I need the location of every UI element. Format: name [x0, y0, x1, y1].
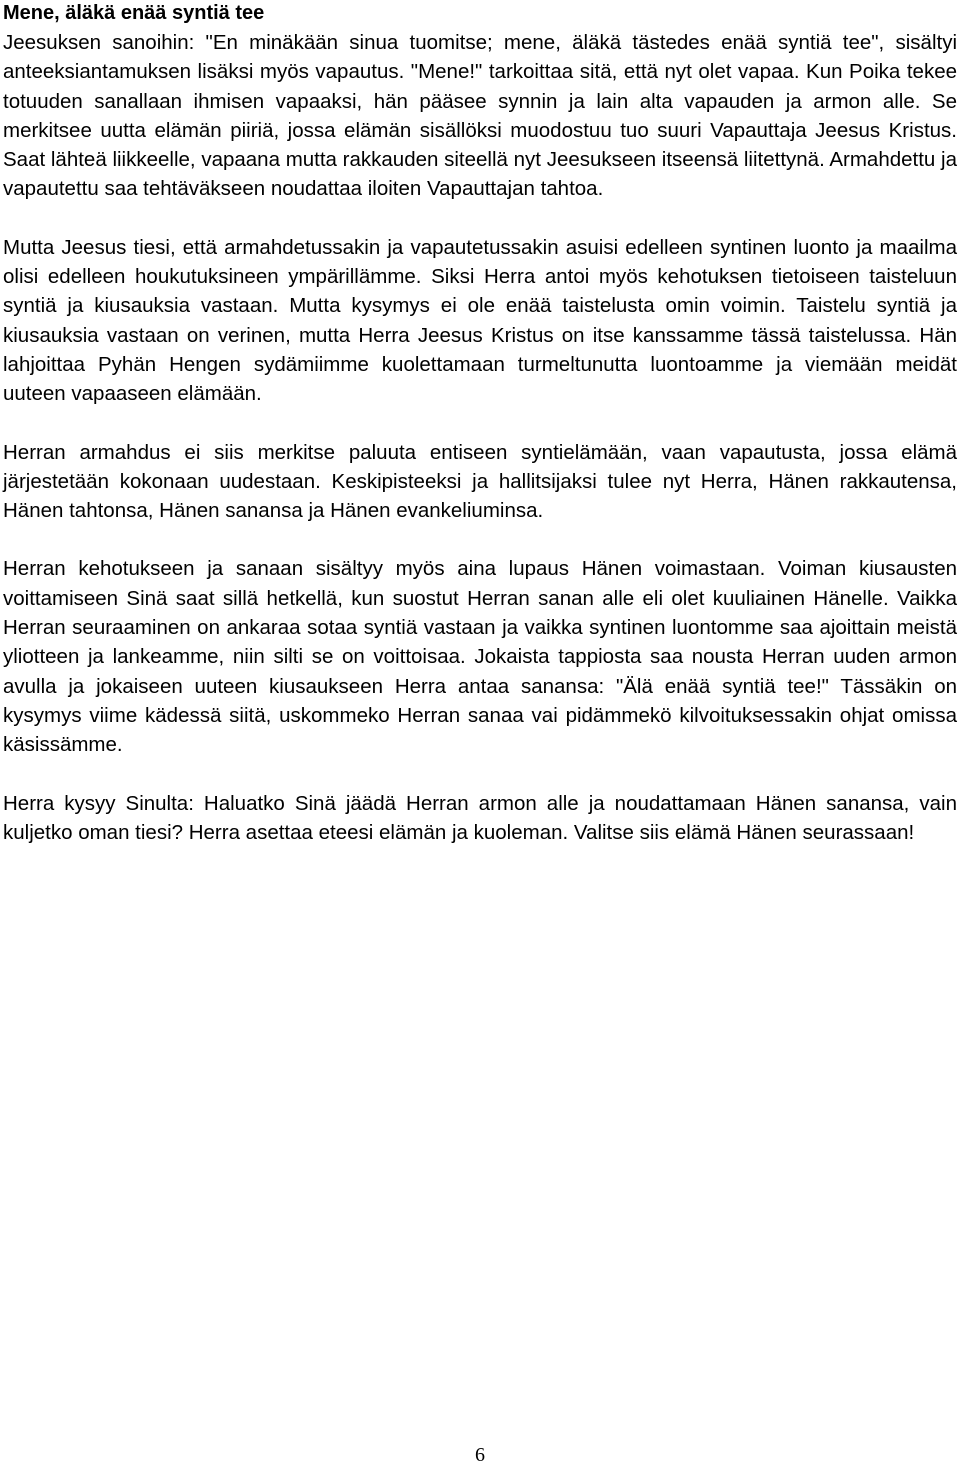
paragraph-1: Jeesuksen sanoihin: "En minäkään sinua tuomitse; mene, äläkä tästedes enää syntiä tee", sisältyi anteeksiantamuksen lisäksi myös vapautus. "Mene!" tarkoittaa sitä, että nyt olet vapaa. Kun Poika tekee totuuden sanallaan ihmisen vapaaksi, hän pääsee synnin ja lain alta vapauden ja armon alle. Se merkitsee uutta elämän piiriä, jossa elämän sisällöksi muodostuu tuo suuri Vapauttaja Jeesus Kristus. Saat lähteä liikkeelle, vapaana mutta rakkauden siteellä nyt Jeesukseen itseensä liitettynä. Armahdettu ja vapautettu saa tehtäväkseen noudattaa iloiten Vapauttajan tahtoa. — [3, 31, 957, 201]
paragraph-4: Herran kehotukseen ja sanaan sisältyy myös aina lupaus Hänen voimastaan. Voiman kiusausten voittamiseen Sinä saat sillä hetkellä, kun suostut Herran sanan alle eli olet kuuliainen Hänelle. Vaikka Herran seuraaminen on ankaraa sotaa syntiä vastaan ja vaikka syntinen luontomme saa ajoittain meistä yliotteen ja lankeamme, niin silti se on voittoisaa. Jokaista tappiosta saa nousta Herran uuden armon avulla ja jokaiseen uuteen kiusaukseen Herra antaa sanansa: "Älä enää syntiä tee!" Tässäkin on kysymys viime kädessä siitä, uskommeko Herran sanaa vai pidämmekö kilvoituksessakin ohjat omissa käsissämme. — [3, 557, 957, 757]
page-title: Mene, äläkä enää syntiä tee — [3, 2, 265, 24]
paragraph-5: Herra kysyy Sinulta: Haluatko Sinä jäädä Herran armon alle ja noudattamaan Hänen sanansa, vain kuljetko oman tiesi? Herra asettaa eteesi elämän ja kuoleman. Valitse siis elämä Hänen seurassaan! — [3, 791, 957, 844]
paragraph-3: Herran armahdus ei siis merkitse paluuta entiseen syntielämään, vaan vapautusta, jossa elämä järjestetään kokonaan uudestaan. Keskipisteeksi ja hallitsijaksi tulee nyt Herra, Hänen rakkautensa, Hänen tahtonsa, Hänen sanansa ja Hänen evankeliuminsa. — [3, 440, 957, 523]
document-page — [3, 0, 957, 847]
paragraph-2: Mutta Jeesus tiesi, että armahdetussakin ja vapautetussakin asuisi edelleen syntinen luonto ja maailma olisi edelleen houkutuksineen ympärillämme. Siksi Herra antoi myös kehotuksen tietoiseen taisteluun syntiä ja kiusauksia vastaan. Mutta kysymys ei ole enää taistelusta omin voimin. Taistelu syntiä ja kiusauksia vastaan on verinen, mutta Herra Jeesus Kristus on itse kanssamme tässä taistelussa. Hän lahjoittaa Pyhän Hengen sydämiimme kuolettamaan turmeltunutta luontoamme ja viemään meidät uuteen vapaaseen elämään. — [3, 235, 957, 406]
page-number: 6 — [475, 1444, 485, 1466]
